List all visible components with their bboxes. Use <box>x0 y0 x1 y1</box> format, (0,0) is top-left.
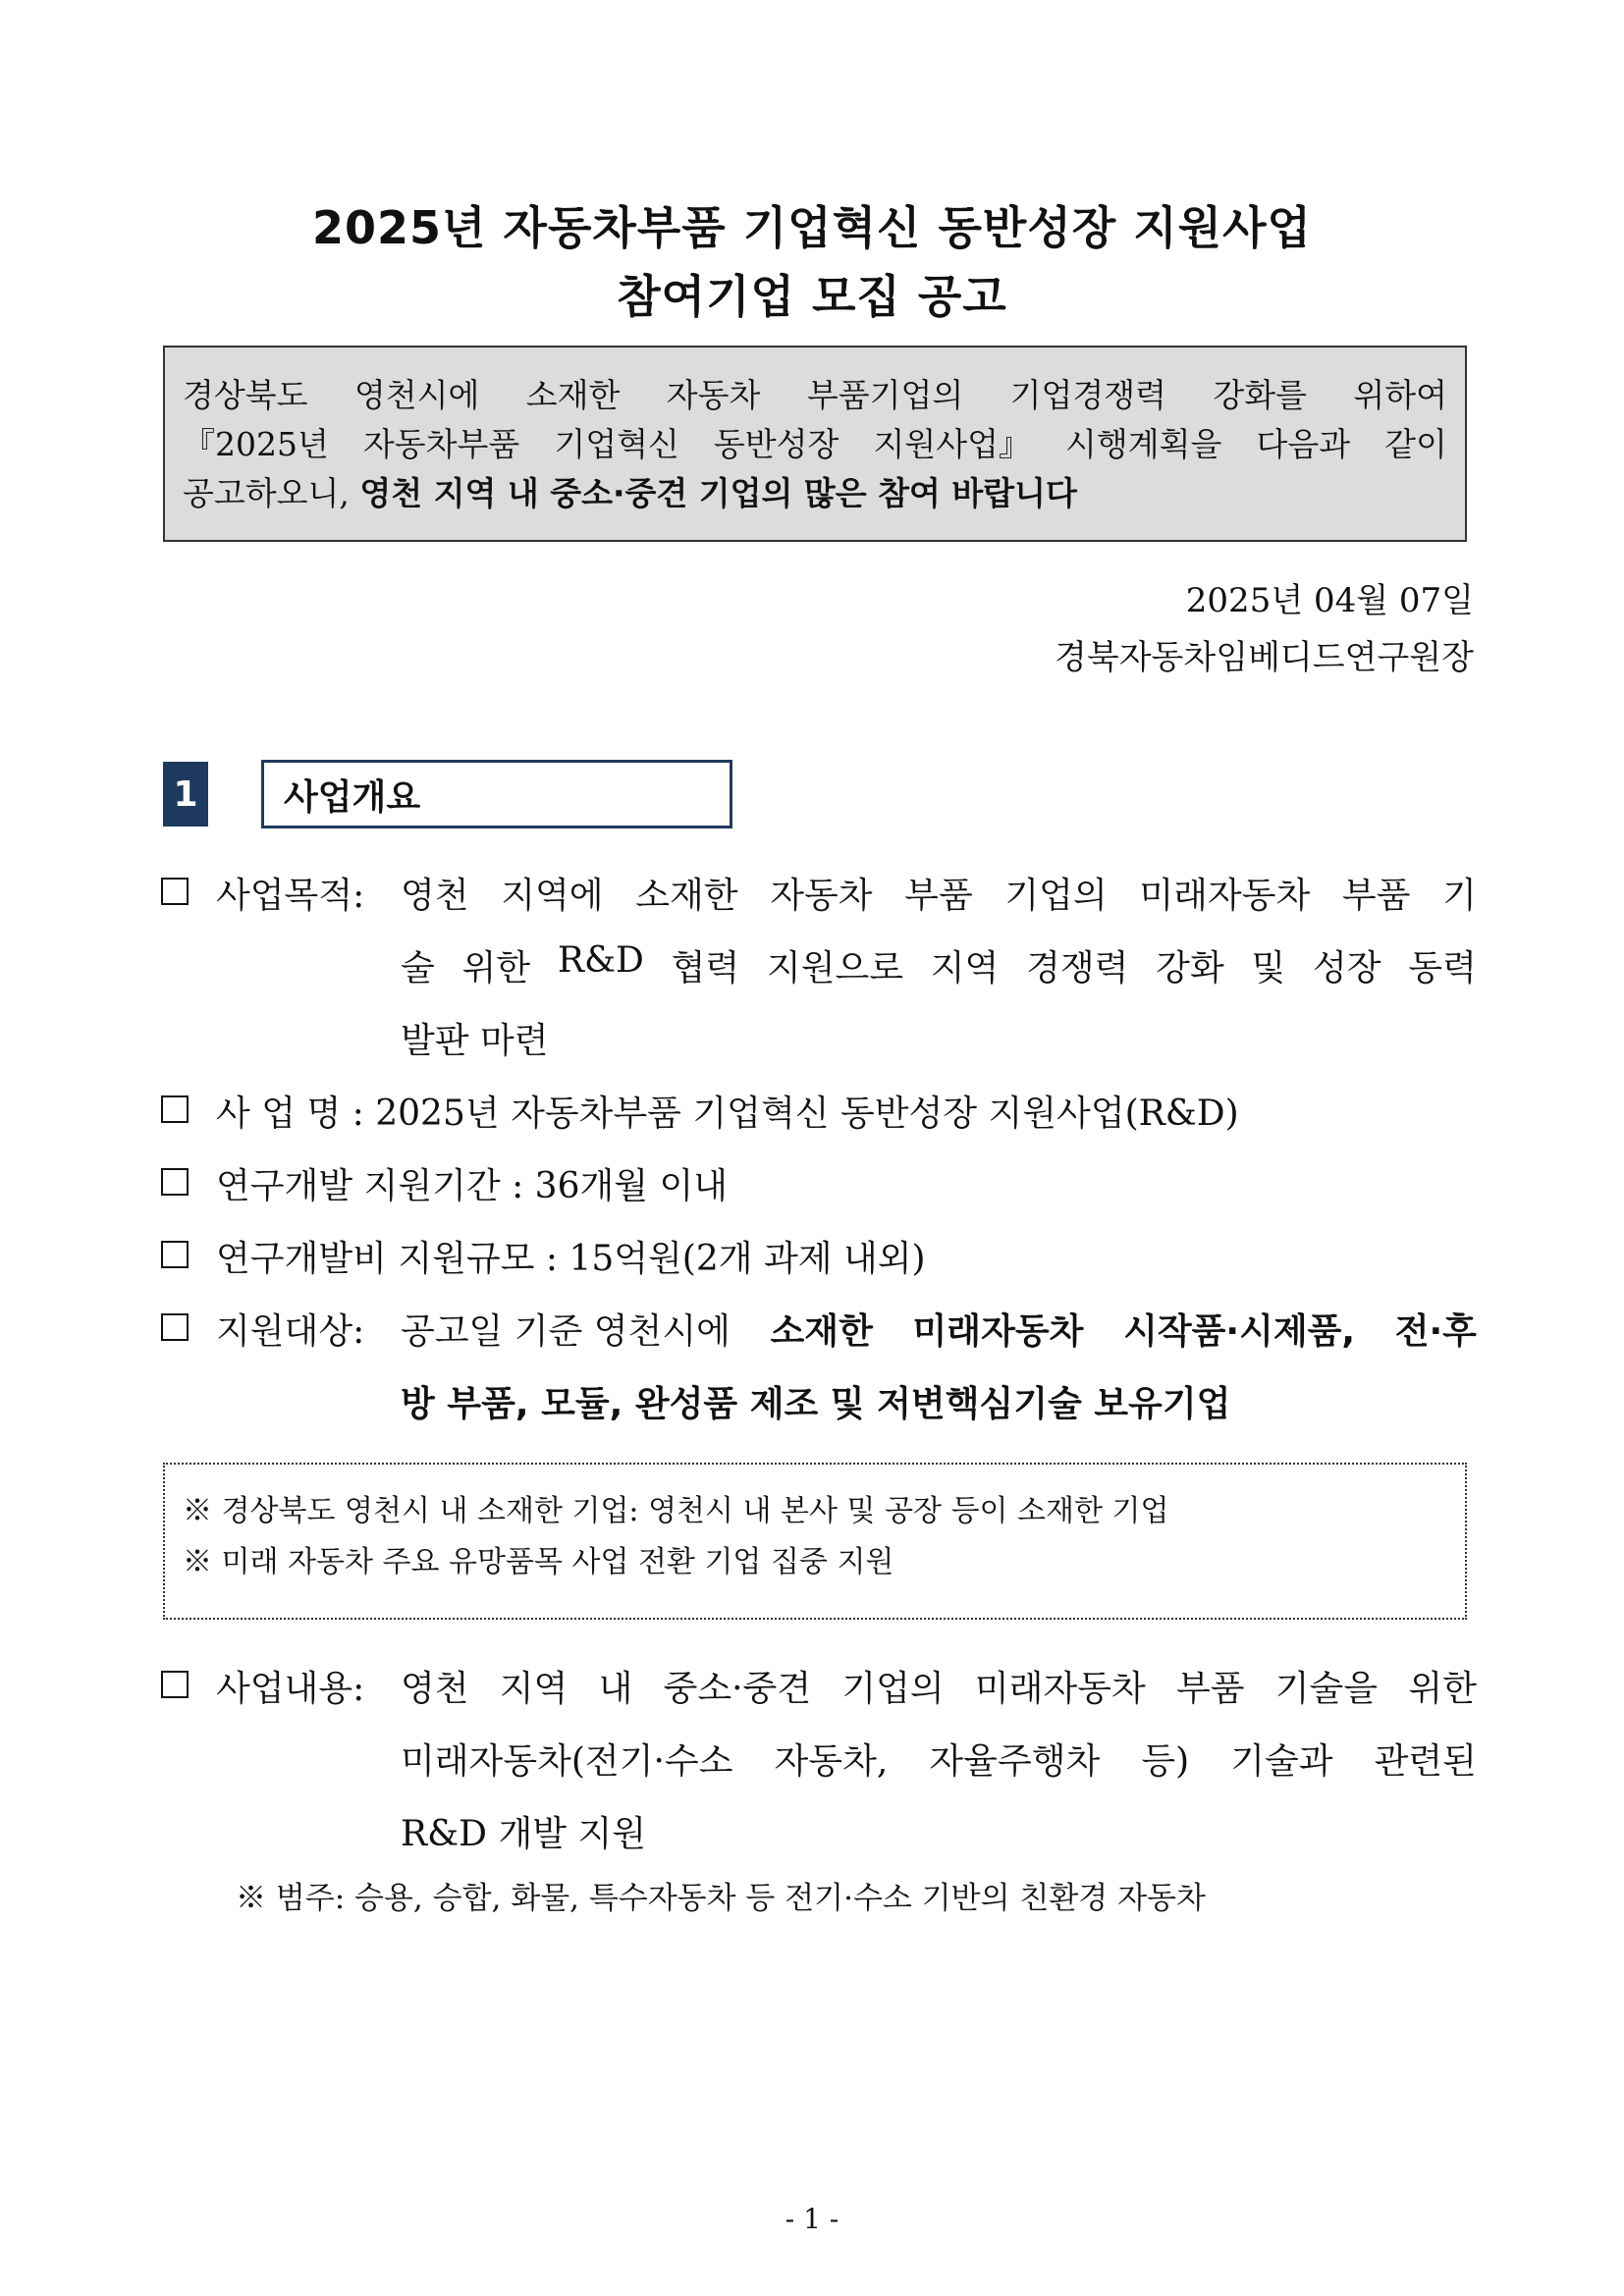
scope-note: ※ 범주: 승용, 승합, 화물, 특수자동차 등 전기·수소 기반의 친환경 자동차 <box>236 1881 1206 1916</box>
checkbox-icon <box>161 1241 189 1268</box>
note-item: ※ 미래 자동차 주요 유망품목 사업 전환 기업 집중 지원 <box>183 1545 894 1579</box>
checkbox-icon <box>161 1095 189 1123</box>
content-line-2: 미래자동차(전기·수소 자동차, 자율주행차 등) 기술과 관련된 <box>401 1741 1477 1782</box>
target-label: 지원대상: <box>216 1311 365 1352</box>
summary-line-1: 경상북도 영천시에 소재한 자동차 부품기업의 기업경쟁력 강화를 위하여 <box>183 376 1447 414</box>
target-line-2: 방 부품, 모듈, 완성품 제조 및 저변핵심기술 보유기업 <box>401 1384 1231 1424</box>
page-number: - 1 - <box>785 2203 839 2235</box>
section-number-badge: 1 <box>163 762 208 827</box>
summary-line-3: 공고하오니, 영천 지역 내 중소·중견 기업의 많은 참여 바랍니다 <box>183 474 1077 512</box>
support-period-item: 연구개발 지원기간 : 36개월 이내 <box>216 1166 729 1206</box>
notes-box <box>163 1463 1467 1620</box>
target-line-1: 공고일 기준 영천시에 소재한 미래자동차 시작품·시제품, 전·후 <box>401 1311 1477 1352</box>
purpose-line-2: 술 위한 R&D 협력 지원으로 지역 경쟁력 강화 및 성장 동력 <box>401 940 1477 988</box>
purpose-label: 사업목적: <box>216 876 365 916</box>
summary-line-2: 『2025년 자동차부품 기업혁신 동반성장 지원사업』 시행계획을 다음과 같이 <box>183 425 1447 463</box>
note-item: ※ 경상북도 영천시 내 소재한 기업: 영천시 내 본사 및 공장 등이 소재한 기업 <box>183 1494 1169 1528</box>
content-label: 사업내용: <box>216 1669 365 1709</box>
announcement-date: 2025년 04월 07일 <box>1185 581 1474 620</box>
purpose-line-3: 발판 마련 <box>401 1021 549 1061</box>
content-line-3: R&D 개발 지원 <box>401 1814 647 1854</box>
content-line-1: 영천 지역 내 중소·중견 기업의 미래자동차 부품 기술을 위한 <box>401 1669 1477 1709</box>
checkbox-icon <box>161 1313 189 1341</box>
page-title-line1: 2025년 자동차부품 기업혁신 동반성장 지원사업 <box>312 201 1312 254</box>
summary-box <box>163 346 1467 542</box>
page-title-line2: 참여기업 모집 공고 <box>617 270 1007 323</box>
checkbox-icon <box>161 1671 189 1698</box>
purpose-line-1: 영천 지역에 소재한 자동차 부품 기업의 미래자동차 부품 기 <box>401 876 1477 916</box>
checkbox-icon <box>161 878 189 905</box>
checkbox-icon <box>161 1168 189 1196</box>
support-budget-item: 연구개발비 지원규모 : 15억원(2개 과제 내외) <box>216 1239 926 1279</box>
section-title-box: 사업개요 <box>261 760 732 828</box>
project-name-item: 사 업 명 : 2025년 자동차부품 기업혁신 동반성장 지원사업(R&D) <box>216 1094 1239 1134</box>
issuer-name: 경북자동차임베디드연구원장 <box>1055 638 1474 677</box>
